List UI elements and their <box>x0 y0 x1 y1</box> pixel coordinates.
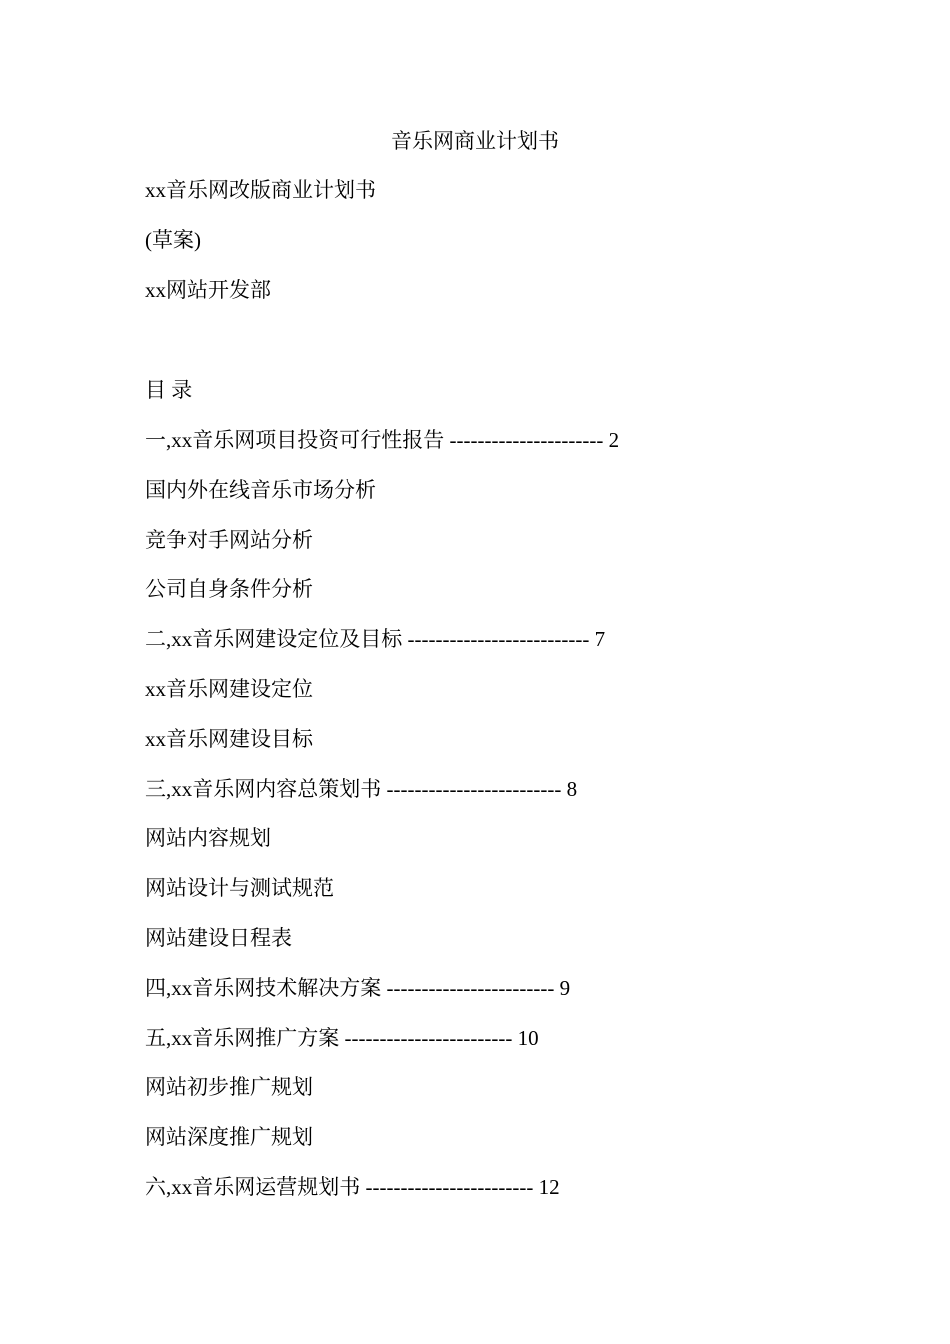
draft-note: (草案) <box>145 228 201 252</box>
toc-entry: 三,xx音乐网内容总策划书 ------------------------- 8 <box>145 776 578 801</box>
toc-entry: 国内外在线音乐市场分析 <box>145 477 376 502</box>
toc-entry: 一,xx音乐网项目投资可行性报告 ---------------------- 2 <box>145 428 620 452</box>
toc-entry: 四,xx音乐网技术解决方案 ------------------------ 9 <box>145 975 571 1000</box>
toc-entry: 六,xx音乐网运营规划书 ------------------------ 12 <box>145 1174 560 1199</box>
toc-entry: 网站内容规划 <box>145 826 271 851</box>
toc-entry: 五,xx音乐网推广方案 ------------------------ 10 <box>145 1025 539 1050</box>
toc-entry: 网站初步推广规划 <box>145 1075 313 1100</box>
toc-entry: 网站建设日程表 <box>145 925 292 950</box>
toc-entry: xx音乐网建设定位 <box>145 676 313 701</box>
toc-entry: xx音乐网建设目标 <box>145 726 313 751</box>
document-subtitle: xx音乐网改版商业计划书 <box>145 178 376 202</box>
toc-entry: 公司自身条件分析 <box>145 577 313 602</box>
document-title: 音乐网商业计划书 <box>391 129 559 153</box>
toc-entry: 竞争对手网站分析 <box>145 527 313 552</box>
toc-entry: 二,xx音乐网建设定位及目标 -------------------------- 7 <box>145 627 606 652</box>
toc-entry: 网站设计与测试规范 <box>145 876 334 901</box>
toc-entry: 网站深度推广规划 <box>145 1125 313 1150</box>
table-of-contents <box>145 425 619 1222</box>
toc-heading: 目 录 <box>145 378 193 402</box>
department-name: xx网站开发部 <box>145 278 271 302</box>
